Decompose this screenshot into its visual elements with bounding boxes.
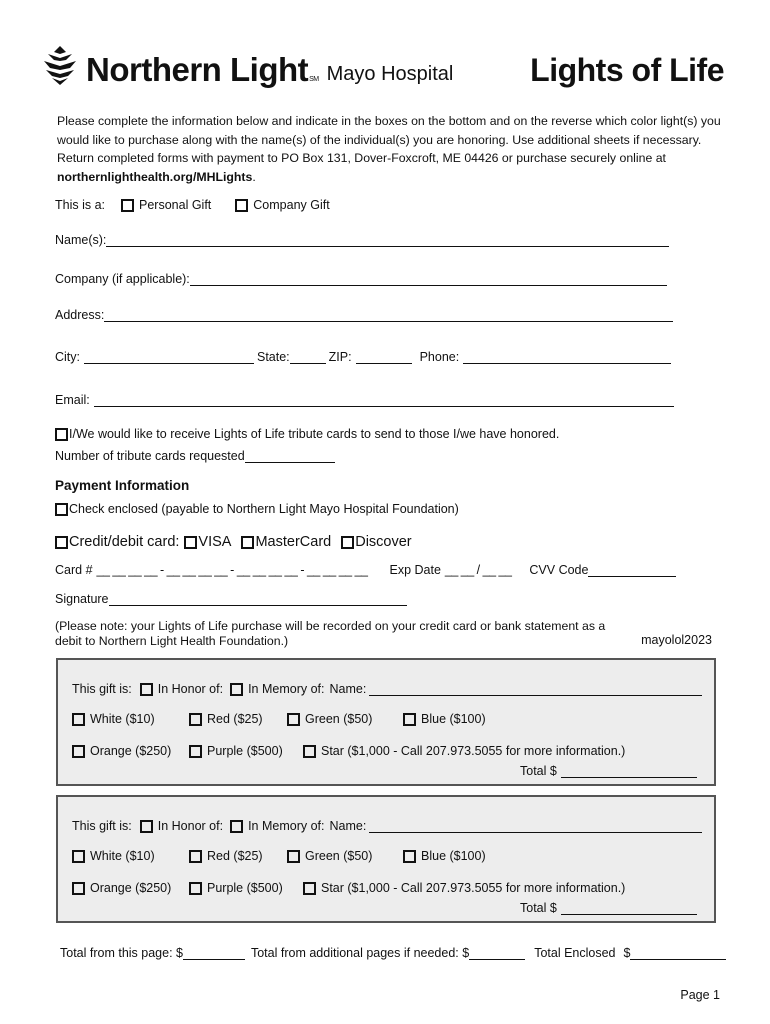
address-field[interactable]: Address:: [55, 308, 673, 322]
page-number: Page 1: [680, 988, 720, 1002]
email-field[interactable]: Email:: [55, 393, 674, 407]
tribute-count-field[interactable]: Number of tribute cards requested: [55, 449, 335, 463]
purple-checkbox[interactable]: [189, 882, 202, 895]
personal-gift-checkbox[interactable]: [121, 199, 134, 212]
card-number-input[interactable]: __ __ __ __ - __ __ __ __ - __ __ __ __ - __ __ __ __: [96, 563, 368, 577]
mastercard-checkbox[interactable]: [241, 536, 254, 549]
phone-input[interactable]: [463, 351, 671, 364]
honoree-name-input[interactable]: [369, 820, 702, 833]
green-checkbox[interactable]: [287, 713, 300, 726]
star-checkbox[interactable]: [303, 745, 316, 758]
honor-checkbox[interactable]: [140, 820, 153, 833]
honoree-name-input[interactable]: [369, 683, 702, 696]
city-state-zip-phone-row: City: State: ZIP: Phone:: [55, 350, 671, 364]
enclosed-total-input[interactable]: [630, 947, 726, 960]
signature-field[interactable]: Signature: [55, 592, 407, 606]
card-type-row: Credit/debit card: VISA MasterCard Discover: [55, 534, 412, 550]
company-gift-checkbox[interactable]: [235, 199, 248, 212]
gift-total-input[interactable]: [561, 765, 697, 778]
star-checkbox[interactable]: [303, 882, 316, 895]
memory-checkbox[interactable]: [230, 820, 243, 833]
red-checkbox[interactable]: [189, 850, 202, 863]
tribute-card-checkbox[interactable]: [55, 428, 68, 441]
credit-card-checkbox[interactable]: [55, 536, 68, 549]
city-input[interactable]: [84, 351, 254, 364]
hospital-name: Mayo Hospital: [326, 63, 454, 85]
company-field[interactable]: Company (if applicable):: [55, 272, 667, 286]
page-total-input[interactable]: [183, 947, 245, 960]
brand-name: Northern LightSM: [86, 51, 319, 88]
card-details-row: Card # __ __ __ __ - __ __ __ __ - __ __ __ __ - __ __ __ __ Exp Date __ __ / __ __ CVV Code: [55, 563, 676, 577]
zip-input[interactable]: [356, 351, 412, 364]
discover-checkbox[interactable]: [341, 536, 354, 549]
payment-note: (Please note: your Lights of Life purchase will be recorded on your credit card or bank statement as a debit to Northern Light Health Foundation.): [55, 619, 606, 648]
orange-checkbox[interactable]: [72, 745, 85, 758]
orange-checkbox[interactable]: [72, 882, 85, 895]
white-checkbox[interactable]: [72, 713, 85, 726]
purple-checkbox[interactable]: [189, 745, 202, 758]
website-link[interactable]: northernlighthealth.org/MHLights: [57, 169, 253, 184]
organization-logo: [40, 44, 453, 86]
memory-checkbox[interactable]: [230, 683, 243, 696]
green-checkbox[interactable]: [287, 850, 300, 863]
check-enclosed-checkbox[interactable]: [55, 503, 68, 516]
promo-code: mayolol2023: [641, 633, 712, 647]
state-input[interactable]: [290, 351, 326, 364]
additional-total-input[interactable]: [469, 947, 525, 960]
intro-paragraph: Please complete the information below and indicate in the boxes on the bottom and on the reverse which color light(s) you would like to purchase along with the name(s) of the individual(s) you are honoring. Use additional sheets if necessary. Return completed forms with payment to PO Box 131, Dover-Foxcroft, ME 04426 or purchase securely online at northernlighthealth.org/MHLights.: [57, 114, 721, 184]
tribute-card-row: I/We would like to receive Lights of Life tribute cards to send to those I/we have honored.: [55, 427, 559, 441]
gift-type-row: This is a: Personal Gift Company Gift: [55, 198, 330, 212]
totals-row: Total from this page: $ Total from additional pages if needed: $ Total Enclosed $: [60, 946, 726, 960]
cvv-input[interactable]: [588, 564, 676, 577]
white-checkbox[interactable]: [72, 850, 85, 863]
red-checkbox[interactable]: [189, 713, 202, 726]
check-enclosed-row: Check enclosed (payable to Northern Light Mayo Hospital Foundation): [55, 502, 459, 516]
payment-heading: Payment Information: [55, 478, 190, 493]
exp-date-input[interactable]: __ __ / __ __: [444, 563, 512, 577]
gift-total-input[interactable]: [561, 902, 697, 915]
pinecone-icon: [40, 44, 80, 86]
gift-box-2: This gift is: In Honor of: In Memory of: Name: White ($10) Red ($25) Green ($50) Blue ($100) Orange ($250) Purple ($500) Star ($1,000 - Call 207.973.5055 for more information.) Total $: [56, 795, 716, 923]
gift-box-1: This gift is: In Honor of: In Memory of: Name: White ($10) Red ($25) Green ($50) Blue ($100) Orange ($250) Purple ($500) Star ($1,000 - Call 207.973.5055 for more information.) Total $: [56, 658, 716, 786]
blue-checkbox[interactable]: [403, 850, 416, 863]
honor-checkbox[interactable]: [140, 683, 153, 696]
visa-checkbox[interactable]: [184, 536, 197, 549]
document-title: Lights of Life: [530, 52, 724, 88]
names-field[interactable]: Name(s):: [55, 233, 669, 247]
blue-checkbox[interactable]: [403, 713, 416, 726]
